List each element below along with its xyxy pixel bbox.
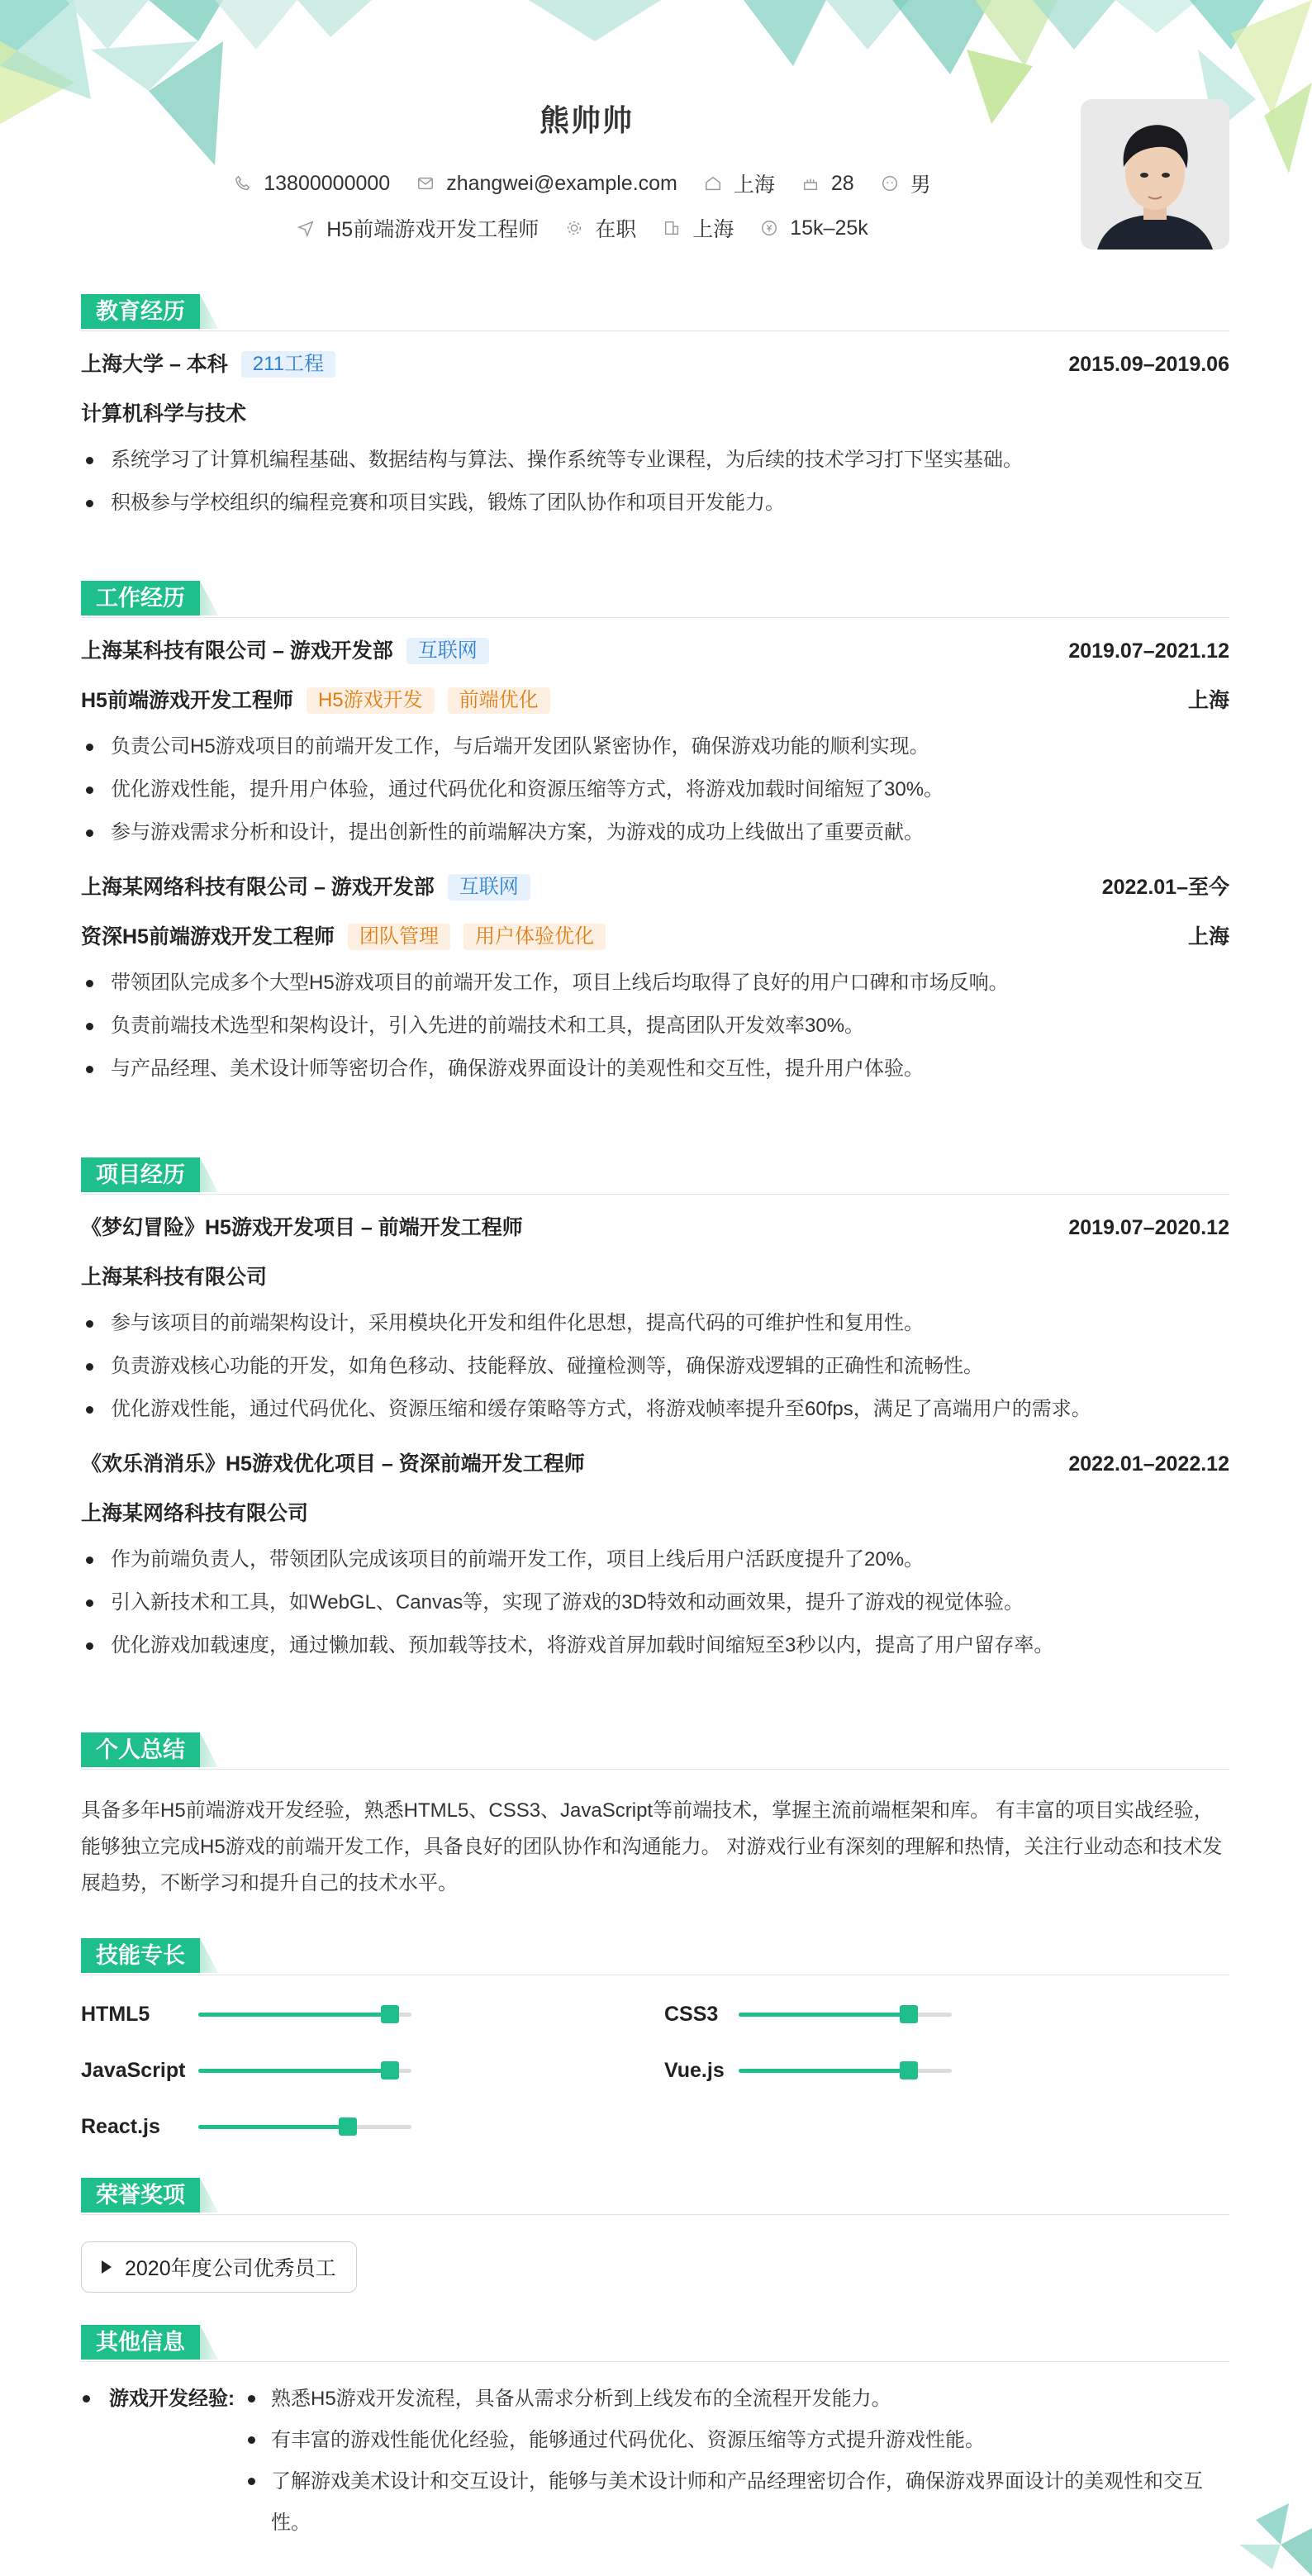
age-text: 28 (830, 171, 854, 195)
city-item (663, 213, 734, 243)
skill-bar-fill (739, 2069, 909, 2073)
list-item: 引入新技术和工具，如WebGL、Canvas等，实现了游戏的3D特效和动画效果，提升了游戏的视觉体验。 (81, 1581, 1229, 1624)
school-tag: 211工程 (241, 351, 335, 378)
skills-header (81, 1938, 1229, 1975)
other-section (81, 2325, 1229, 2544)
email-item (416, 172, 677, 196)
project-section (81, 1157, 1229, 1667)
project-company-row (81, 1489, 1229, 1538)
project-title-row (81, 1203, 1229, 1252)
summary-section (81, 1732, 1229, 1902)
major-row (81, 389, 1229, 439)
section-title: 荣誉奖项 (81, 2178, 200, 2212)
salary-text: 15k–25k (790, 216, 868, 240)
mail-icon (416, 174, 435, 192)
skill-bar-knob (900, 2061, 918, 2079)
skill-name: JavaScript (81, 2058, 186, 2082)
work-city: 上海 (1187, 925, 1229, 948)
project-title: 《欢乐消消乐》H5游戏优化项目 – 资深前端开发工程师 (81, 1452, 585, 1476)
award-item[interactable] (81, 2241, 357, 2293)
list-item: 负责游戏核心功能的开发，如角色移动、技能释放、碰撞检测等，确保游戏逻辑的正确性和流畅性。 (81, 1345, 1229, 1388)
work-company-row (81, 626, 1229, 676)
job-intent-row (0, 213, 1165, 243)
skill-name: HTML5 (81, 2002, 150, 2026)
skill-bar-knob (900, 2005, 918, 2023)
section-title: 工作经历 (81, 581, 200, 615)
work-header (81, 581, 1229, 618)
project-title: 《梦幻冒险》H5游戏开发项目 – 前端开发工程师 (81, 1216, 523, 1239)
list-item: 带领团队完成多个大型H5游戏项目的前端开发工作，项目上线后均取得了良好的用户口碑和市场反响。 (81, 962, 1229, 1005)
contact-row (0, 169, 1165, 198)
list-item: 积极参与学校组织的编程竞赛和项目实践，锻炼了团队协作和项目开发能力。 (81, 482, 1229, 525)
skill-bar-knob (339, 2117, 357, 2136)
home-icon (704, 174, 722, 192)
position-text: H5前端游戏开发工程师 (326, 218, 540, 241)
list-item: 负责公司H5游戏项目的前端开发工作，与后端开发团队紧密协作，确保游戏功能的顺利实现。 (81, 725, 1229, 768)
skill-tag: 用户体验优化 (463, 924, 606, 950)
list-item: 优化游戏性能，通过代码优化、资源压缩和缓存策略等方式，将游戏帧率提升至60fps，满足了高端用户的需求。 (81, 1388, 1229, 1431)
other-info (81, 2379, 1229, 2544)
hometown-item (704, 169, 775, 198)
summary-header (81, 1732, 1229, 1770)
work-date: 2019.07–2021.12 (1068, 639, 1229, 663)
skill-bar-fill (198, 2069, 390, 2073)
coin-icon (760, 219, 778, 237)
skills-section (81, 1938, 1229, 2165)
phone-text: 13800000000 (264, 171, 391, 195)
skill-tag: 前端优化 (448, 687, 550, 714)
project-company: 上海某网络科技有限公司 (81, 1502, 309, 1525)
work-date: 2022.01–至今 (1101, 876, 1229, 899)
list-item: 优化游戏加载速度，通过懒加载、预加载等技术，将游戏首屏加载时间缩短至3秒以内，提高了用户留存率。 (81, 1624, 1229, 1667)
face-icon (881, 174, 899, 192)
education-section (81, 294, 1229, 525)
project-company-row (81, 1252, 1229, 1302)
skill-name: Vue.js (664, 2058, 725, 2082)
skill-bar (198, 2013, 411, 2017)
hometown-text: 上海 (733, 173, 775, 197)
skill-name: React.js (81, 2114, 160, 2138)
school-name: 上海大学 – 本科 (81, 353, 228, 376)
send-icon (297, 219, 315, 237)
award-text: 2020年度公司优秀员工 (125, 2257, 336, 2280)
play-triangle-icon (102, 2260, 112, 2274)
awards-section (81, 2178, 1229, 2293)
summary-text: 具备多年H5前端游戏开发经验，熟悉HTML5、CSS3、JavaScript等前端技术，掌握主流前端框架和库。 有丰富的项目实战经验，能够独立完成H5游戏的前端开发工作，具备良好的团队协作和沟通能力。 对游戏行业有深刻的理解和热情，关注行业动态和技术发展趋势，不断学习和提升自己的技术水平。 (81, 1799, 1223, 1894)
list-item: 参与该项目的前端架构设计，采用模块化开发和组件化思想，提高代码的可维护性和复用性。 (81, 1302, 1229, 1345)
avatar-portrait (1081, 99, 1229, 250)
skill-bar-fill (739, 2013, 909, 2017)
other-info-label: 游戏开发经验: (109, 2388, 235, 2410)
salary-item (760, 216, 868, 240)
section-title: 项目经历 (81, 1157, 200, 1192)
section-title: 其他信息 (81, 2325, 200, 2360)
skill-name: CSS3 (664, 2002, 719, 2026)
education-header (81, 294, 1229, 331)
skill-bar-fill (198, 2013, 390, 2017)
list-item: 参与游戏需求分析和设计，提出创新性的前端解决方案，为游戏的成功上线做出了重要贡献。 (81, 811, 1229, 854)
footer-decoration (1239, 2487, 1312, 2576)
city-text: 上海 (692, 218, 734, 241)
skill-bar (198, 2125, 411, 2129)
building-icon (663, 219, 681, 237)
project-date: 2019.07–2020.12 (1068, 1216, 1229, 1239)
list-item: 负责前端技术选型和架构设计，引入先进的前端技术和工具，提高团队开发效率30%。 (81, 1005, 1229, 1048)
gender-item (881, 169, 931, 198)
avatar (1081, 99, 1229, 250)
education-row (81, 340, 1229, 389)
section-title: 技能专长 (81, 1938, 200, 1973)
skill-item (81, 2106, 411, 2147)
project-header (81, 1157, 1229, 1195)
project-company: 上海某科技有限公司 (81, 1266, 268, 1289)
awards-header (81, 2178, 1229, 2215)
role-name: 资深H5前端游戏开发工程师 (81, 925, 335, 948)
other-header (81, 2325, 1229, 2362)
age-item (801, 172, 854, 196)
list-item: 熟悉H5游戏开发流程，具备从需求分析到上线发布的全流程开发能力。 (241, 2379, 1229, 2420)
company-name: 上海某科技有限公司 – 游戏开发部 (81, 639, 393, 663)
project-date: 2022.01–2022.12 (1068, 1452, 1229, 1476)
skill-item (664, 2050, 952, 2091)
skill-item (81, 1994, 411, 2035)
work-company-row (81, 863, 1229, 912)
work-section (81, 581, 1229, 1091)
list-item: 有丰富的游戏性能优化经验，能够通过代码优化、资源压缩等方式提升游戏性能。 (241, 2420, 1229, 2461)
skill-bar-fill (198, 2125, 348, 2129)
other-info-list (241, 2379, 1229, 2544)
work-role-row (81, 676, 1229, 725)
major-name: 计算机科学与技术 (81, 402, 247, 425)
work-bullets (81, 725, 1229, 854)
skill-bar (198, 2069, 411, 2073)
role-name: H5前端游戏开发工程师 (81, 689, 293, 712)
status-text: 在职 (595, 218, 637, 241)
project-title-row (81, 1439, 1229, 1489)
section-title: 个人总结 (81, 1732, 200, 1767)
skill-tag: H5游戏开发 (307, 687, 435, 714)
list-item: 与产品经理、美术设计师等密切合作，确保游戏界面设计的美观性和交互性，提升用户体验。 (81, 1048, 1229, 1091)
list-item: 了解游戏美术设计和交互设计，能够与美术设计师和产品经理密切合作，确保游戏界面设计的美观性和交互性。 (241, 2461, 1229, 2544)
skill-bar (739, 2069, 952, 2073)
gender-text: 男 (910, 173, 931, 197)
industry-tag: 互联网 (406, 638, 489, 664)
phone-icon (234, 174, 252, 192)
company-name: 上海某网络科技有限公司 – 游戏开发部 (81, 876, 435, 899)
phone-item (234, 172, 390, 196)
candidate-name: 熊帅帅 (539, 103, 634, 137)
gear-icon (565, 219, 583, 237)
cake-icon (801, 174, 820, 192)
list-item: 系统学习了计算机编程基础、数据结构与算法、操作系统等专业课程，为后续的技术学习打下坚实基础。 (81, 439, 1229, 482)
education-bullets (81, 439, 1229, 525)
email-text: zhangwei@example.com (446, 171, 677, 195)
skill-bar-knob (381, 2005, 399, 2023)
other-info-group (81, 2379, 1229, 2544)
industry-tag: 互联网 (448, 874, 530, 901)
list-item: 作为前端负责人，带领团队完成该项目的前端开发工作，项目上线后用户活跃度提升了20%。 (81, 1538, 1229, 1581)
list-item: 优化游戏性能，提升用户体验，通过代码优化和资源压缩等方式，将游戏加载时间缩短了30%。 (81, 768, 1229, 811)
skill-bar-knob (381, 2061, 399, 2079)
project-bullets (81, 1538, 1229, 1667)
work-role-row (81, 912, 1229, 962)
skill-bar (739, 2013, 952, 2017)
skill-item (81, 2050, 411, 2091)
education-date: 2015.09–2019.06 (1068, 353, 1229, 376)
status-item (565, 213, 636, 243)
project-bullets (81, 1302, 1229, 1431)
skill-tag: 团队管理 (348, 924, 450, 950)
work-city: 上海 (1187, 689, 1229, 712)
section-title: 教育经历 (81, 294, 200, 329)
skill-item (664, 1994, 952, 2035)
position-item (297, 213, 539, 243)
work-bullets (81, 962, 1229, 1091)
skills-grid (81, 1984, 1229, 2165)
